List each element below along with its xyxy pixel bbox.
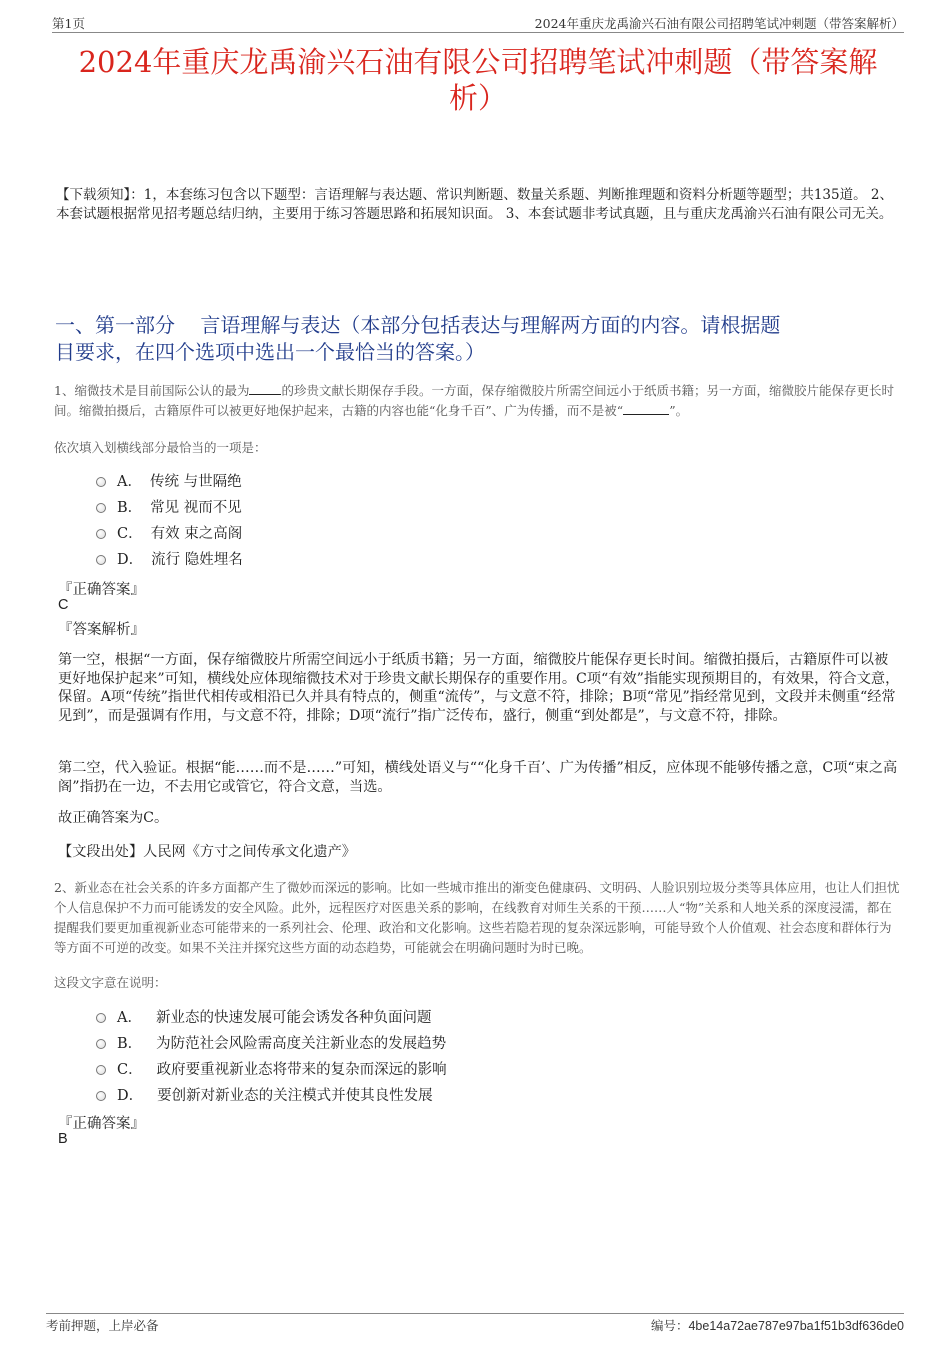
question-1-prompt: 依次填入划横线部分最恰当的一项是： <box>54 440 267 455</box>
question-1-text-a: 1、缩微技术是目前国际公认的最为 <box>54 383 250 398</box>
option-letter: D． <box>117 551 144 568</box>
question-2-options <box>96 1003 447 1107</box>
correct-answer: C <box>58 597 69 613</box>
question-1-options <box>96 467 243 571</box>
option-b[interactable] <box>96 493 243 519</box>
question-2-text: 2、新业态在社会关系的许多方面都产生了微妙而深远的影响。比如一些城市推出的渐变色健康码、文明码、人脸识别垃圾分类等具体应用，也让人们担忧个人信息保护不力而可能诱发的安全风险。此外，远程医疗对医患关系的影响，在线教育对师生关系的干预……人“物”关系和人地关系的深度浸濡，都在提醒我们要更加重视新业态可能带来的一系列社会、伦理、政治和文化影响。这些若隐若现的复杂深远影响，可能导致个人价值观、社会态度和群体行为等方面不可逆的改变。如果不关注并探究这些方面的动态趋势，可能就会在明确问题时为时已晚。 <box>54 880 900 955</box>
analysis-paragraph-3: 故正确答案为C。 <box>58 810 169 826</box>
footer-code-value: 4be14a72ae787e97ba1f51b3df636de0 <box>688 1319 904 1333</box>
question-1-text-c: ”。 <box>669 403 689 418</box>
option-letter: A． <box>117 1009 142 1026</box>
radio-icon[interactable] <box>96 1039 106 1049</box>
option-text: 有效 束之高阁 <box>150 525 243 542</box>
option-letter: C． <box>117 525 143 542</box>
analysis-label: 『答案解析』 <box>58 622 145 638</box>
radio-icon[interactable] <box>96 1013 106 1023</box>
blank-2 <box>623 402 669 415</box>
title-line-1: 2024年重庆龙禹渝兴石油有限公司招聘笔试冲刺题（带答案解 <box>78 45 878 79</box>
question-1-text-b: 的珍贵文献长期保存手段。一方面，保存缩微胶片所需空间远小于纸质书籍；另一方面，缩微胶片能保存更长时间。缩微拍摄后，古籍原件可以被更好地保护起来，古籍的内容也能“化身千百”、广为传播，而不是被“ <box>54 383 894 418</box>
radio-icon[interactable] <box>96 555 106 565</box>
radio-icon[interactable] <box>96 1065 106 1075</box>
option-text: 新业态的快速发展可能会诱发各种负面问题 <box>155 1009 432 1026</box>
option-letter: B． <box>117 1035 143 1052</box>
analysis-paragraph-2: 第二空，代入验证。根据“能……而不是……”可知，横线处语义与““化身千百’、广为传播”相反，应体现不能够传播之意，C项“束之高阁”指扔在一边，不去用它或管它，符合文意，当选。 <box>58 760 898 795</box>
section-heading-line-2: 目要求，在四个选项中选出一个最恰当的答案。） <box>55 340 485 364</box>
option-text: 要创新对新业态的关注模式并使其良性发展 <box>157 1087 433 1104</box>
option-c[interactable] <box>96 519 243 545</box>
download-notice: 【下载须知】：1，本套练习包含以下题型：言语理解与表达题、常识判断题、数量关系题、判断推理题和资料分析题等题型；共135道。 2、本套试题根据常见招考题总结归纳，主要用于练习答题思路和拓展知识面。 3、本套试题非考试真题，且与重庆龙禹渝兴石油有限公司无关。 <box>56 187 893 222</box>
section-heading-line-1: 一、第一部分 言语理解与表达（本部分包括表达与理解两方面的内容。请根据题 <box>55 313 781 337</box>
page-number: 第1页 <box>52 16 85 31</box>
footer-divider <box>46 1313 904 1315</box>
header-doc-title: 2024年重庆龙禹渝兴石油有限公司招聘笔试冲刺题（带答案解析） <box>534 16 904 31</box>
footer-code-label: 编号： <box>650 1318 689 1333</box>
option-a[interactable] <box>96 1003 447 1029</box>
radio-icon[interactable] <box>96 1091 106 1101</box>
page-header <box>52 14 904 33</box>
option-d[interactable] <box>96 1081 447 1107</box>
option-d[interactable] <box>96 545 243 571</box>
section-heading <box>55 312 904 366</box>
option-text: 为防范社会风险需高度关注新业态的发展趋势 <box>156 1035 447 1052</box>
title-line-2: 析） <box>448 81 507 115</box>
analysis-paragraph-1: 第一空，根据“一方面，保存缩微胶片所需空间远小于纸质书籍；另一方面，缩微胶片能保存更长时间。缩微拍摄后，古籍原件可以被更好地保护起来”可知，横线处应体现缩微技术对于珍贵文献长期保存的重要作用。C项“有效”指能实现预期目的，有效果，符合文意，保留。A项“传统”指世代相传或相沿已久并具有特点的，侧重“流传”，与文意不符，排除；B项“常见”指经常见到，文段并未侧重“经常见到”，而是强调有作用，与文意不符，排除；D项“流行”指广泛传布，盛行，侧重“到处都是”，与文意不符，排除。 <box>58 652 900 724</box>
option-text: 传统 与世隔绝 <box>149 473 242 490</box>
option-text: 常见 视而不见 <box>150 499 242 516</box>
option-b[interactable] <box>96 1029 447 1055</box>
option-letter: B． <box>117 499 143 516</box>
option-letter: A． <box>117 473 142 490</box>
footer-slogan: 考前押题，上岸必备 <box>46 1318 159 1333</box>
radio-icon[interactable] <box>96 529 106 539</box>
radio-icon[interactable] <box>96 503 106 513</box>
correct-answer-label: 『正确答案』 <box>58 582 145 598</box>
question-2-prompt: 这段文字意在说明： <box>54 975 167 990</box>
correct-answer-label: 『正确答案』 <box>58 1116 145 1132</box>
option-letter: D． <box>117 1087 144 1104</box>
option-a[interactable] <box>96 467 243 493</box>
option-c[interactable] <box>96 1055 447 1081</box>
question-1-text <box>54 381 902 421</box>
correct-answer: B <box>58 1131 68 1147</box>
option-text: 流行 隐姓埋名 <box>151 551 243 568</box>
source-citation: 【文段出处】人民网《方寸之间传承文化遗产》 <box>58 844 356 860</box>
document-title <box>52 44 904 116</box>
footer-code <box>651 1316 904 1334</box>
option-letter: C． <box>117 1061 143 1078</box>
option-text: 政府要重视新业态将带来的复杂而深远的影响 <box>156 1061 447 1078</box>
radio-icon[interactable] <box>96 477 106 487</box>
blank-1 <box>249 382 281 395</box>
